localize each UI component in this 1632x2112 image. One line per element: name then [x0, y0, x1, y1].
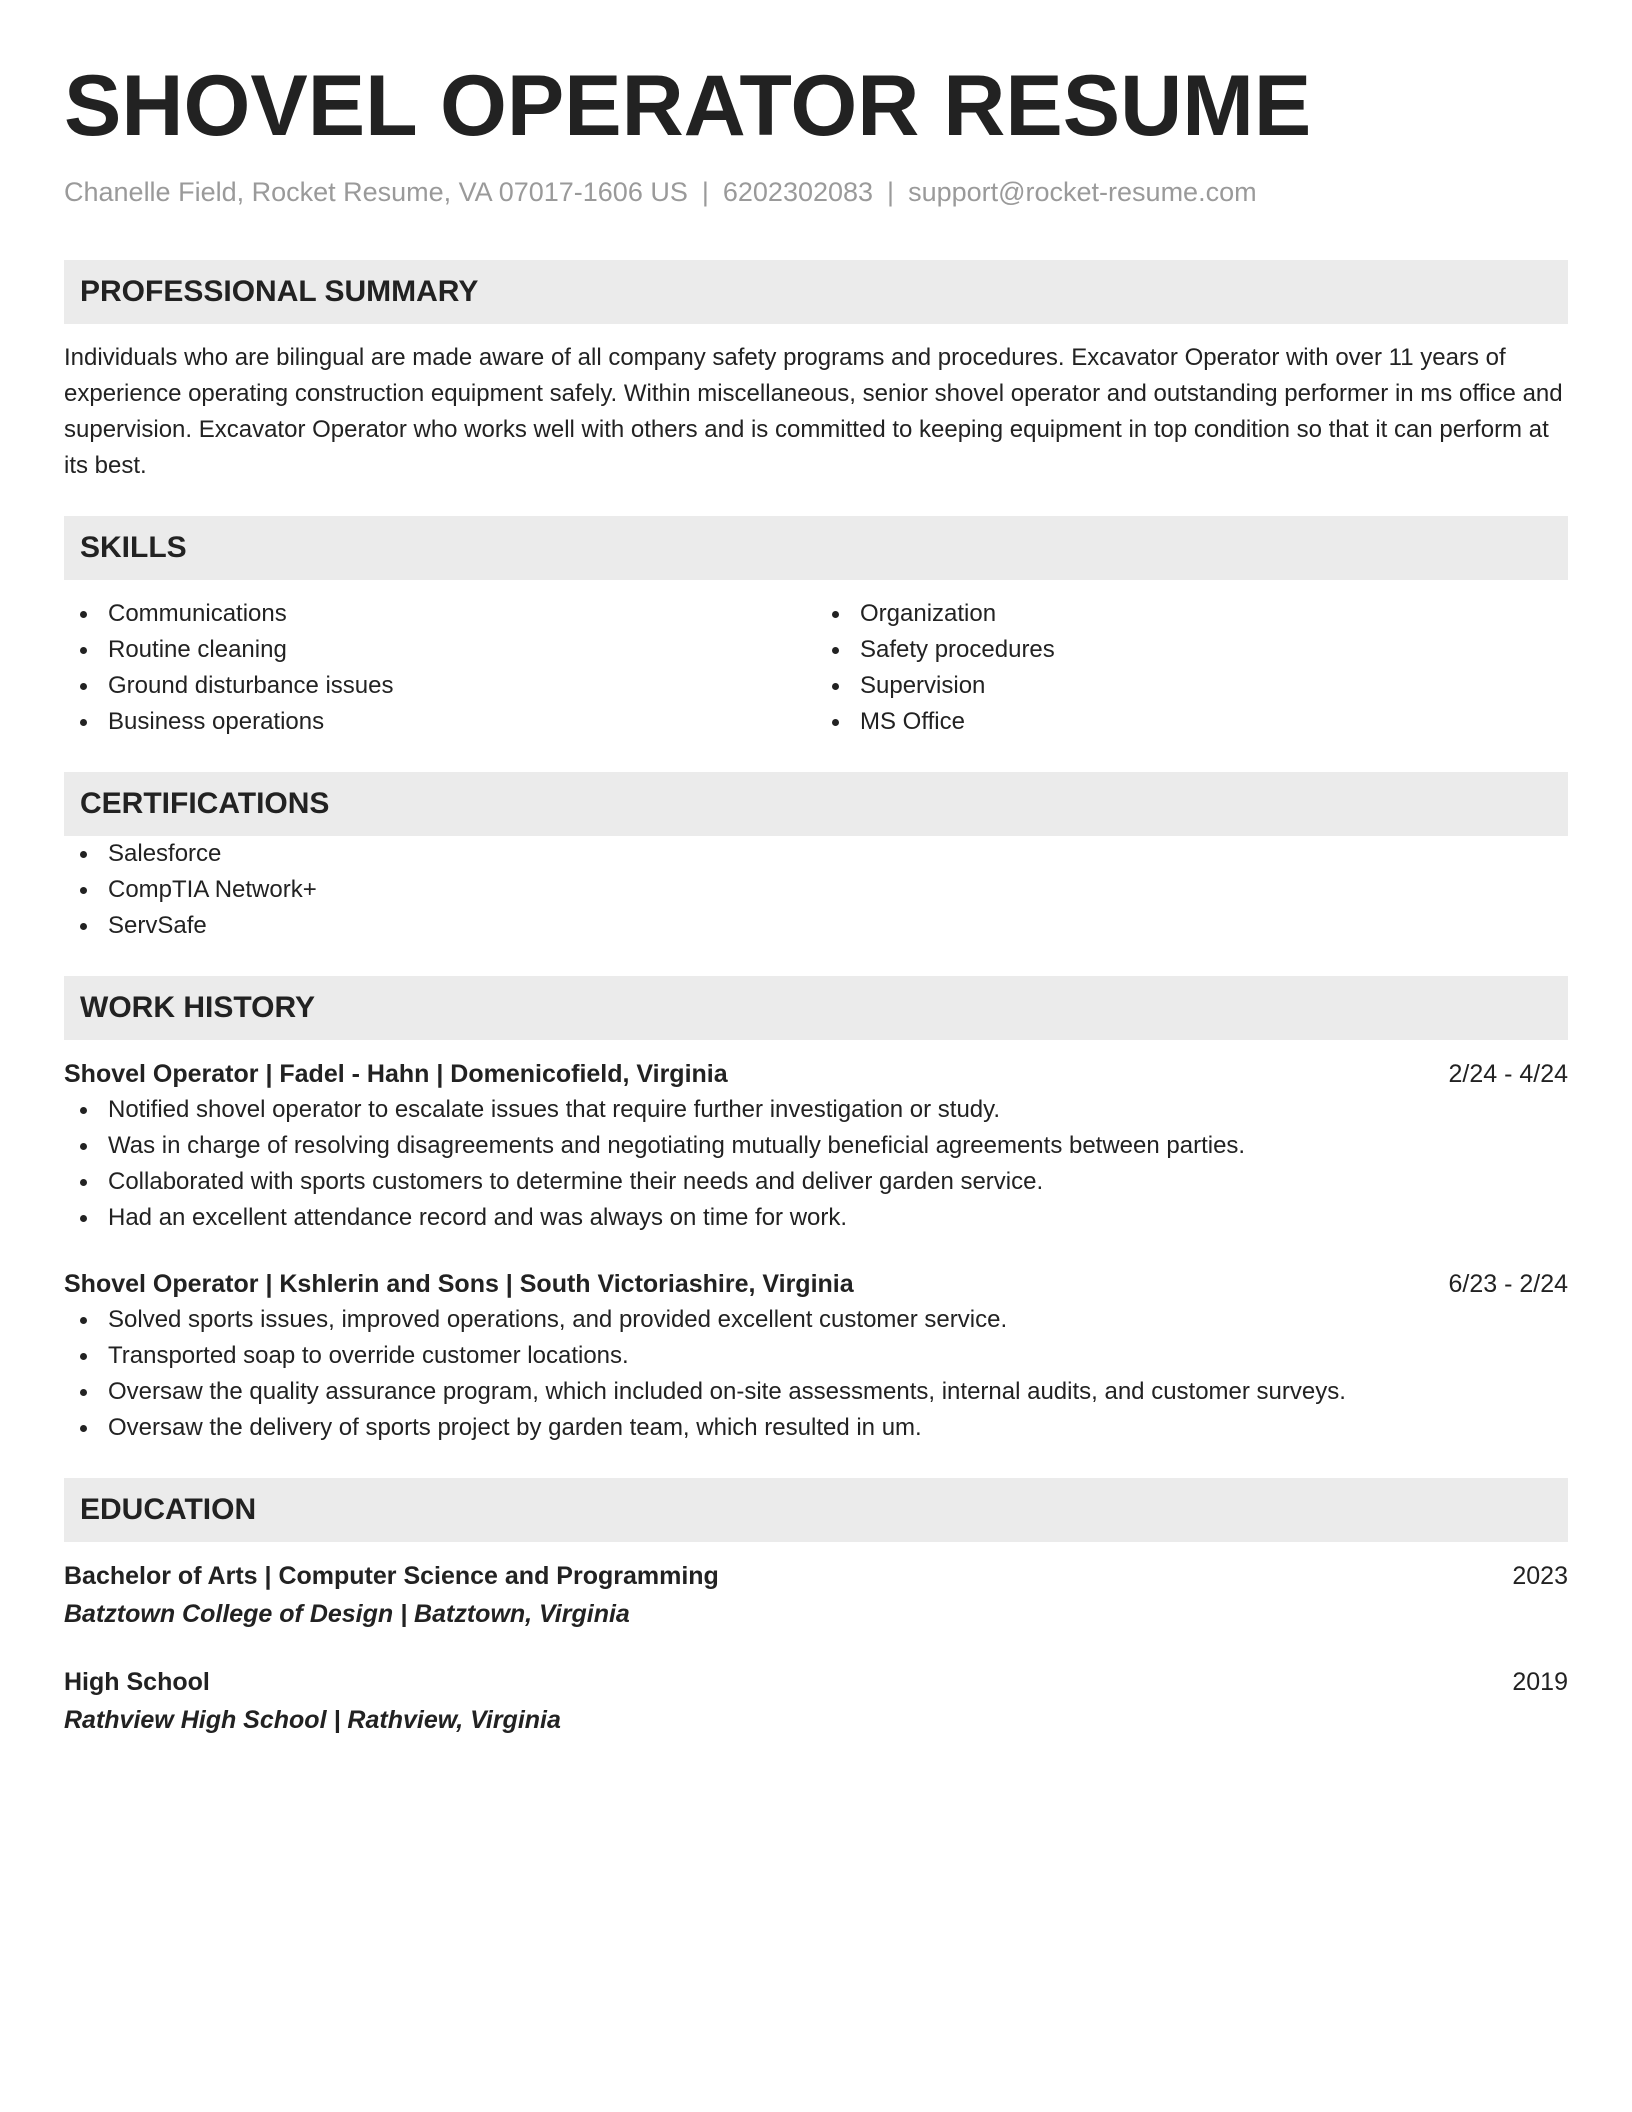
job-bullet: Oversaw the delivery of sports project by garden team, which resulted in um. — [64, 1410, 1568, 1446]
skills-heading: SKILLS — [64, 516, 1568, 580]
education-header — [64, 1558, 1568, 1594]
job-dates: 6/23 - 2/24 — [1448, 1270, 1568, 1298]
skill-item: Routine cleaning — [64, 632, 816, 668]
education-year: 2023 — [1512, 1562, 1568, 1590]
contact-separator: | — [887, 177, 895, 207]
job-title: Shovel Operator | Fadel - Hahn | Domenicofield, Virginia — [64, 1060, 728, 1088]
skills-grid — [64, 596, 1568, 740]
skill-item: Business operations — [64, 704, 816, 740]
job-bullet: Oversaw the quality assurance program, which included on-site assessments, internal audits, and customer surveys. — [64, 1374, 1568, 1410]
job-bullet: Was in charge of resolving disagreements and negotiating mutually beneficial agreements between parties. — [64, 1128, 1568, 1164]
skills-column-right — [816, 596, 1568, 740]
certification-item: CompTIA Network+ — [64, 872, 1568, 908]
skill-item: Supervision — [816, 668, 1568, 704]
education-year: 2019 — [1512, 1668, 1568, 1696]
certification-item: Salesforce — [64, 836, 1568, 872]
job-bullets — [64, 1092, 1568, 1236]
education-header — [64, 1664, 1568, 1700]
summary-text: Individuals who are bilingual are made aware of all company safety programs and procedures. Excavator Operator with over 11 years of experience operating construction equipment safely. Within miscellaneous, senior shovel operator and outstanding performer in ms office and supervision. Excavator Operator who works well with others and is committed to keeping equipment in top condition so that it can perform at its best. — [64, 344, 1563, 479]
job-header — [64, 1266, 1568, 1302]
education-school: Rathview High School | Rathview, Virginia — [64, 1706, 561, 1734]
work-history-heading: WORK HISTORY — [64, 976, 1568, 1040]
job-entry — [64, 1056, 1568, 1236]
job-title: Shovel Operator | Kshlerin and Sons | South Victoriashire, Virginia — [64, 1270, 854, 1298]
job-bullets — [64, 1302, 1568, 1446]
skill-item: Safety procedures — [816, 632, 1568, 668]
contact-separator: | — [701, 177, 709, 207]
certifications-heading: CERTIFICATIONS — [64, 772, 1568, 836]
job-header — [64, 1056, 1568, 1092]
certifications-list — [64, 836, 1568, 944]
skill-item: Organization — [816, 596, 1568, 632]
skill-item: Communications — [64, 596, 816, 632]
job-bullet: Notified shovel operator to escalate issues that require further investigation or study. — [64, 1092, 1568, 1128]
contact-email[interactable]: support@rocket-resume.com — [908, 177, 1257, 207]
certification-item: ServSafe — [64, 908, 1568, 944]
job-dates: 2/24 - 4/24 — [1448, 1060, 1568, 1088]
job-bullet: Transported soap to override customer locations. — [64, 1338, 1568, 1374]
education-degree: Bachelor of Arts | Computer Science and Programming — [64, 1562, 719, 1590]
job-bullet: Collaborated with sports customers to determine their needs and deliver garden service. — [64, 1164, 1568, 1200]
education-school: Batztown College of Design | Batztown, Virginia — [64, 1600, 630, 1628]
education-entry — [64, 1558, 1568, 1634]
summary-heading: PROFESSIONAL SUMMARY — [64, 260, 1568, 324]
education-entry — [64, 1664, 1568, 1740]
education-degree: High School — [64, 1668, 210, 1696]
contact-address: Chanelle Field, Rocket Resume, VA 07017-1606 US — [64, 177, 688, 207]
resume-title: SHOVEL OPERATOR RESUME — [64, 58, 1312, 154]
contact-phone: 6202302083 — [722, 177, 874, 207]
skill-item: MS Office — [816, 704, 1568, 740]
job-bullet: Solved sports issues, improved operations, and provided excellent customer service. — [64, 1302, 1568, 1338]
job-bullet: Had an excellent attendance record and was always on time for work. — [64, 1200, 1568, 1236]
contact-line — [64, 174, 1568, 210]
skills-column-left — [64, 596, 816, 740]
skill-item: Ground disturbance issues — [64, 668, 816, 704]
education-heading: EDUCATION — [64, 1478, 1568, 1542]
job-entry — [64, 1266, 1568, 1446]
